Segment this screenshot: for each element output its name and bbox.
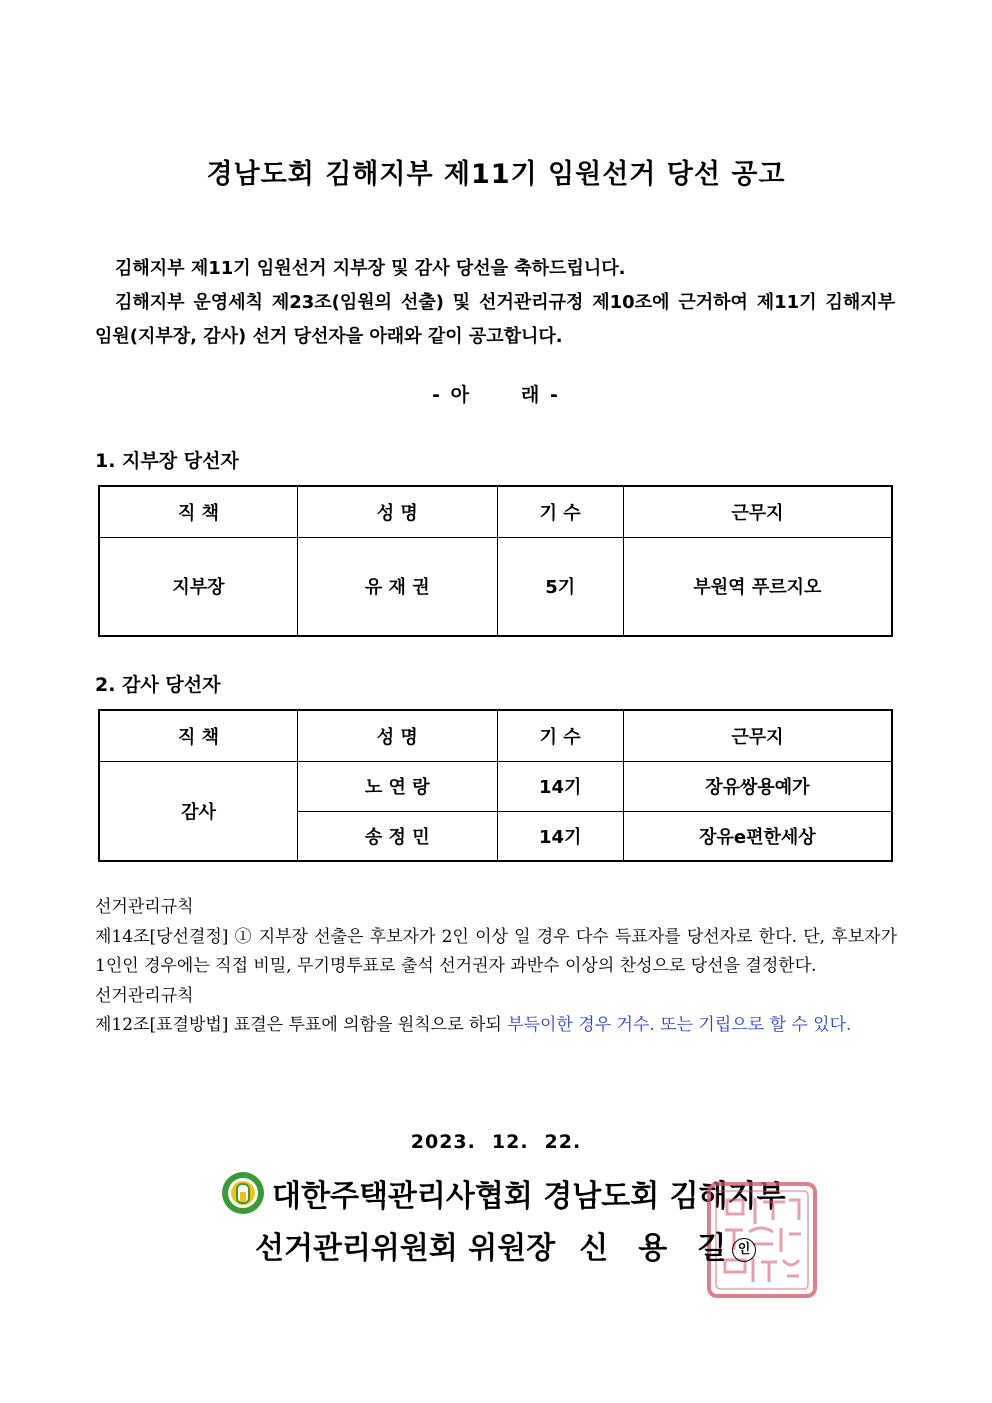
date-year: 2023. (410, 1131, 476, 1153)
header-name: 성 명 (298, 486, 498, 537)
header-workplace: 근무지 (623, 486, 892, 537)
association-logo-icon (220, 1170, 266, 1216)
election-rules (95, 893, 897, 1041)
table-header-row (99, 486, 892, 537)
cell-workplace: 부원역 푸르지오 (623, 537, 892, 636)
committee-chair (255, 1223, 756, 1267)
auditor-table (98, 709, 893, 862)
rule-12 (95, 1011, 897, 1041)
section2-heading: 2. 감사 당선자 (95, 674, 221, 696)
page-title: 경남도회 김해지부 제11기 임원선거 당선 공고 (206, 159, 786, 190)
chair-title: 선거관리위원회 위원장 (255, 1231, 556, 1266)
chair-name-char: 용 (638, 1231, 668, 1266)
cell-position: 지부장 (99, 537, 298, 636)
rules-label-2: 선거관리규칙 (95, 985, 194, 1006)
organization-signature (220, 1170, 786, 1216)
notice-right: 래 - (521, 384, 560, 406)
cell-name: 노 연 랑 (298, 761, 498, 811)
table-row (99, 761, 892, 811)
header-term: 기 수 (497, 710, 623, 761)
cell-position: 감사 (99, 761, 298, 861)
rule-12-highlight: 부득이한 경우 거수. 또는 기립으로 할 수 있다. (507, 1015, 852, 1035)
header-position: 직 책 (99, 486, 298, 537)
chair-name (579, 1231, 756, 1266)
chair-name-char: 길 (697, 1231, 727, 1266)
cell-name: 유 재 권 (298, 537, 498, 636)
organization-name: 대한주택관리사협회 경남도회 김해지부 (272, 1179, 786, 1214)
announcement-date (0, 1131, 992, 1153)
header-position: 직 책 (99, 710, 298, 761)
notice-left: - 아 (432, 384, 471, 406)
section1-heading: 1. 지부장 당선자 (95, 450, 239, 472)
chair-name-char: 신 (579, 1231, 609, 1266)
table-header-row (99, 710, 892, 761)
branch-chief-table (98, 485, 893, 637)
intro-line-2: 김해지부 운영세칙 제23조(임원의 선출) 및 선거관리규정 제10조에 근거하여 제11기 김해지부 임원(지부장, 감사) 선거 당선자을 아래와 같이 공고합니다. (95, 292, 895, 347)
cell-name: 송 정 민 (298, 811, 498, 861)
cell-term: 14기 (497, 811, 623, 861)
date-day: 22. (544, 1131, 582, 1153)
cell-workplace: 장유쌍용예가 (623, 761, 892, 811)
rules-label-1: 선거관리규칙 (95, 897, 194, 917)
seal-mark: 인 (732, 1238, 756, 1262)
date-month: 12. (491, 1131, 529, 1153)
table-row (99, 537, 892, 636)
cell-workplace: 장유e편한세상 (623, 811, 892, 861)
cell-term: 14기 (497, 761, 623, 811)
rule-14: 제14조[당선결정] ① 지부장 선출은 후보자가 2인 이상 일 경우 다수 득표자를 당선자로 한다. 단, 후보자가 1인인 경우에는 직접 비밀, 무기명투표로 출석 선거권자 과반수 이상의 찬성으로 당선을 결정한다. (95, 926, 897, 976)
header-workplace: 근무지 (623, 710, 892, 761)
intro-line-1: 김해지부 제11기 임원선거 지부장 및 감사 당선을 축하드립니다. (115, 258, 626, 279)
notice-heading (0, 380, 992, 407)
cell-term: 5기 (497, 537, 623, 636)
rule-12-text: 제12조[표결방법] 표결은 투표에 의함을 원칙으로 하되 (95, 1015, 508, 1035)
header-term: 기 수 (497, 486, 623, 537)
intro-paragraph (95, 252, 895, 354)
header-name: 성 명 (298, 710, 498, 761)
